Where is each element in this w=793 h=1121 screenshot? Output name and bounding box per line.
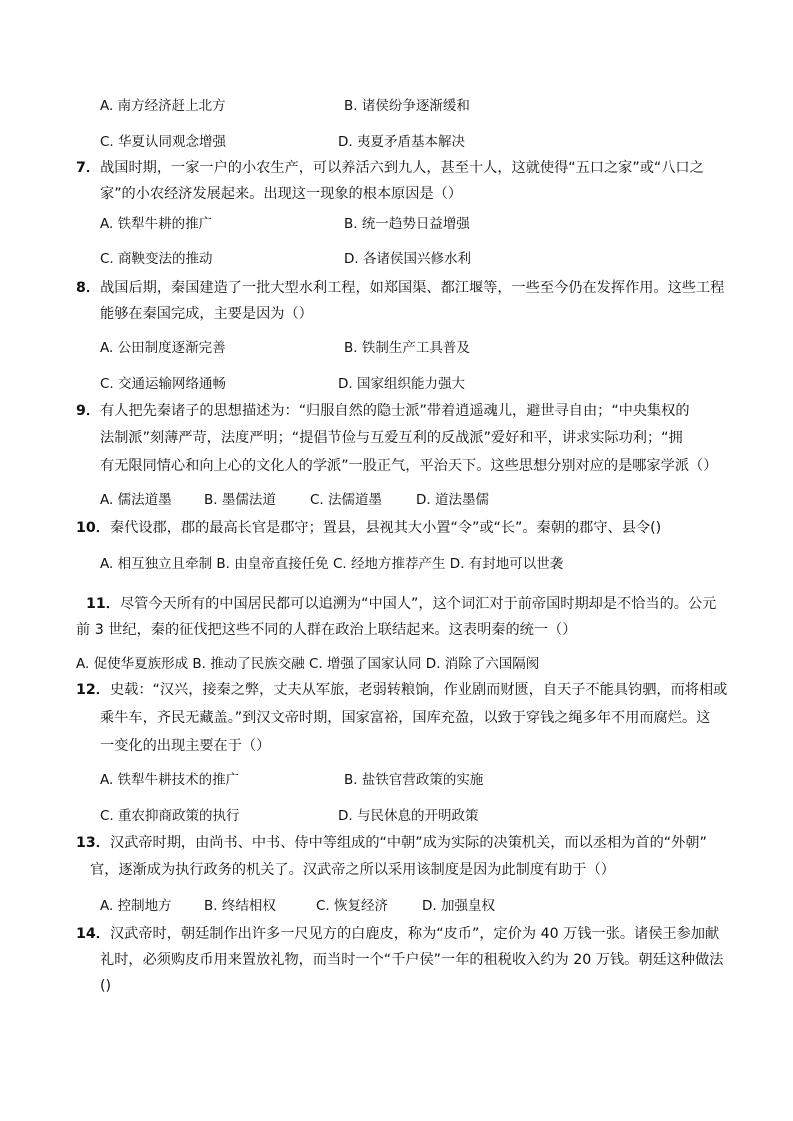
question-number: 9． bbox=[76, 403, 101, 419]
question-number: 13． bbox=[76, 835, 110, 851]
question-8-line2: 能够在秦国完成，主要是因为（） bbox=[100, 306, 313, 322]
q8-option-d: D. 国家组织能力强大 bbox=[338, 376, 465, 392]
question-13-line2: 官，逐渐成为执行政务的机关了。汉武帝之所以采用该制度是因为此制度有助于（） bbox=[90, 862, 615, 878]
q8-option-c: C. 交通运输网络通畅 bbox=[100, 376, 227, 392]
q13-option-b: B. 终结相权 bbox=[204, 898, 276, 914]
q7-option-d: D. 各诸侯国兴修水利 bbox=[344, 251, 471, 267]
q9-option-d: D. 道法墨儒 bbox=[416, 492, 489, 508]
q7-option-b: B. 统一趋势日益增强 bbox=[344, 216, 470, 232]
question-14-line3: () bbox=[100, 978, 112, 994]
prev-option-a: A. 南方经济赶上北方 bbox=[100, 98, 226, 114]
question-text: 战国后期，秦国建造了一批大型水利工程，如郑国渠、都江堰等，一些至今仍在发挥作用。这些工程 bbox=[100, 280, 725, 296]
question-10 bbox=[76, 518, 661, 538]
question-text: 有人把先秦诸子的思想描述为：“归服自然的隐士派”带着逍遥魂儿，避世寻自由；“中央集权的 bbox=[100, 403, 690, 419]
q13-option-c: C. 恢复经济 bbox=[316, 898, 389, 914]
question-number: 12． bbox=[76, 682, 110, 698]
question-text: 秦代设郡，郡的最高长官是郡守；置县，县视其大小置“令”或“长”。秦朝的郡守、县令() bbox=[109, 520, 662, 536]
q12-option-c: C. 重农抑商政策的执行 bbox=[100, 808, 240, 824]
prev-option-b: B. 诸侯纷争逐渐缓和 bbox=[344, 98, 470, 114]
question-9 bbox=[76, 401, 690, 421]
question-number: 8． bbox=[76, 280, 101, 296]
q13-option-d: D. 加强皇权 bbox=[422, 898, 495, 914]
question-number: 11． bbox=[86, 596, 120, 612]
question-number: 7． bbox=[76, 160, 101, 176]
question-text: 战国时期，一家一户的小农生产，可以养活六到九人，甚至十人，这就使得“五口之家”或“八口之 bbox=[100, 160, 704, 176]
q12-option-b: B. 盐铁官营政策的实施 bbox=[344, 772, 484, 788]
question-number: 10． bbox=[76, 520, 110, 536]
question-9-line3: 有无限同情心和向上心的文化人的学派”一股正气，平治天下。这些思想分别对应的是哪家学派（） bbox=[100, 458, 718, 474]
q12-option-a: A. 铁犁牛耕技术的推广 bbox=[100, 772, 240, 788]
q12-option-d: D. 与民休息的开明政策 bbox=[338, 808, 479, 824]
q9-option-a: A. 儒法道墨 bbox=[100, 492, 172, 508]
question-11-line2: 前 3 世纪，秦的征伐把这些不同的人群在政治上联结起来。这表明秦的统一（） bbox=[76, 622, 577, 638]
question-14-line2: 礼时，必须购皮币用来置放礼物，而当时一个“千户侯”一年的租税收入约为 20 万钱。朝廷这种做法 bbox=[100, 952, 724, 968]
question-text: 尽管今天所有的中国居民都可以追溯为“中国人”，这个词汇对于前帝国时期却是不恰当的。公元 bbox=[119, 596, 717, 612]
question-13 bbox=[76, 833, 707, 853]
question-8 bbox=[76, 278, 724, 298]
prev-option-c: C. 华夏认同观念增强 bbox=[100, 134, 227, 150]
q9-option-c: C. 法儒道墨 bbox=[310, 492, 383, 508]
question-9-line2: 法制派”刻薄严苛，法度严明；“提倡节俭与互爱互利的反战派”爱好和平，讲求实际功利；“拥 bbox=[100, 430, 683, 446]
question-12-line2: 乘牛车，齐民无藏盖。”到汉文帝时期，国家富裕，国库充盈，以致于穿钱之绳多年不用而腐烂。这 bbox=[100, 710, 711, 726]
q7-option-a: A. 铁犁牛耕的推广 bbox=[100, 216, 213, 232]
question-text: 史载：“汉兴，接秦之弊，丈夫从军旅，老弱转粮饷，作业剧而财匮，自天子不能具钧驷，而将相或 bbox=[109, 682, 728, 698]
question-12-line3: 一变化的出现主要在于（） bbox=[100, 738, 271, 754]
q13-option-a: A. 控制地方 bbox=[100, 898, 172, 914]
question-14 bbox=[76, 924, 719, 944]
question-7-line2: 家”的小农经济发展起来。出现这一现象的根本原因是（） bbox=[100, 186, 463, 202]
question-text: 汉武帝时，朝廷制作出许多一尺见方的白鹿皮，称为“皮币”，定价为 40 万钱一张。诸侯王参加献 bbox=[109, 926, 720, 942]
question-12 bbox=[76, 680, 727, 700]
q7-option-c: C. 商鞅变法的推动 bbox=[100, 251, 213, 267]
question-11 bbox=[86, 594, 716, 614]
q10-options: A. 相互独立且牵制 B. 由皇帝直接任免 C. 经地方推荐产生 D. 有封地可以世袭 bbox=[100, 556, 564, 572]
q11-options: A. 促使华夏族形成 B. 推动了民族交融 C. 增强了国家认同 D. 消除了六国隔阂 bbox=[76, 656, 540, 672]
q9-option-b: B. 墨儒法道 bbox=[204, 492, 276, 508]
question-text: 汉武帝时期，由尚书、中书、侍中等组成的“中朝”成为实际的决策机关，而以丞相为首的“外朝” bbox=[109, 835, 707, 851]
q8-option-b: B. 铁制生产工具普及 bbox=[344, 340, 470, 356]
question-7 bbox=[76, 158, 704, 178]
q8-option-a: A. 公田制度逐渐完善 bbox=[100, 340, 226, 356]
prev-option-d: D. 夷夏矛盾基本解决 bbox=[338, 134, 465, 150]
question-number: 14． bbox=[76, 926, 110, 942]
